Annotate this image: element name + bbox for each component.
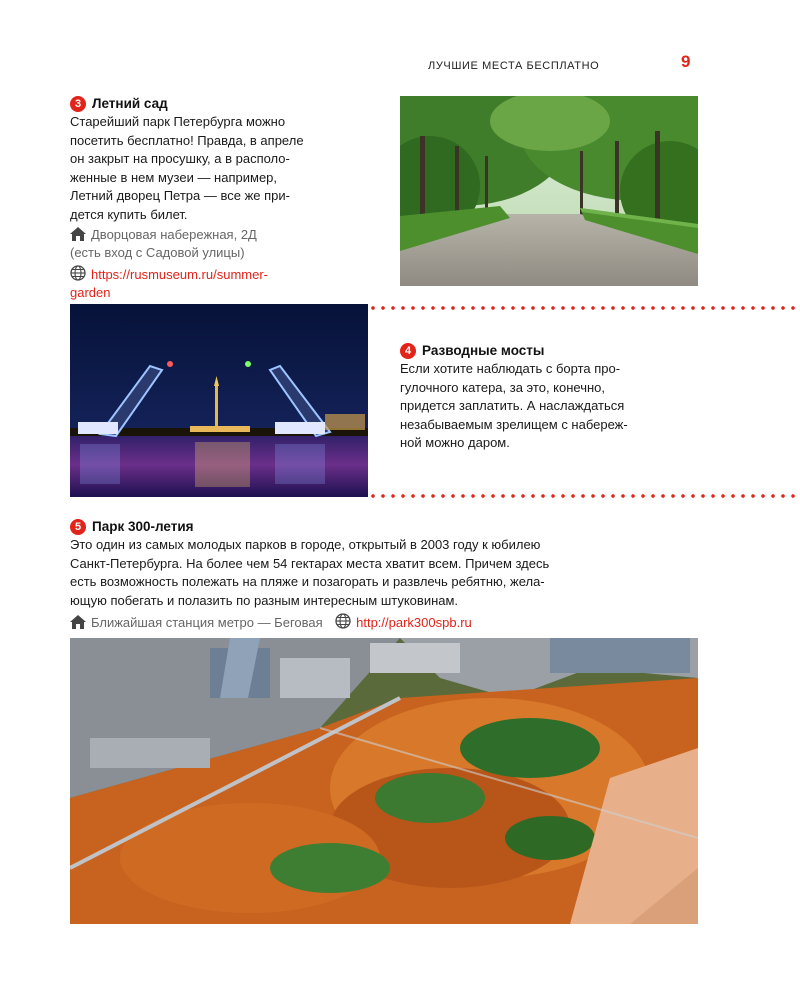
text-line: Если хотите наблюдать с борта про- <box>400 361 621 376</box>
website[interactable] <box>70 265 370 302</box>
summer-garden-photo <box>400 96 698 286</box>
globe-icon <box>70 265 86 281</box>
item-number-badge: 3 <box>70 96 86 112</box>
text-line: ющую побегать и полазить по разным интересным штуковинам. <box>70 592 459 608</box>
globe-icon <box>335 613 351 629</box>
text-line: Летний дворец Петра — все же при- <box>70 188 290 203</box>
text-line: Старейший парк Петербурга можно <box>70 114 286 129</box>
home-icon <box>70 227 86 241</box>
item-description <box>70 536 700 610</box>
park-aerial-photo <box>70 638 698 924</box>
running-header: ЛУЧШИЕ МЕСТА БЕСПЛАТНО <box>428 60 600 72</box>
home-icon <box>70 615 86 629</box>
text-line: женные в нем музеи — например, <box>70 169 278 185</box>
website-link[interactable]: https://rusmuseum.ru/summer- <box>91 267 268 282</box>
text-line: дется купить билет. <box>70 206 188 222</box>
address-line: (есть вход с Садовой улицы) <box>70 245 245 260</box>
drawbridge-photo <box>70 304 368 497</box>
website-link[interactable]: http://park300spb.ru <box>356 615 472 630</box>
text-line: незабываемым зрелищем с набереж- <box>400 416 628 432</box>
item-number-badge: 4 <box>400 343 416 359</box>
address-line: Дворцовая набережная, 2Д <box>91 227 257 242</box>
item-title-row <box>400 343 700 359</box>
text-line: Санкт-Петербурга. На более чем 54 гектарах места хватит всем. Причем здесь <box>70 555 550 571</box>
item-summer-garden <box>70 96 370 302</box>
item-park-300 <box>70 519 700 632</box>
item-number-badge: 5 <box>70 519 86 535</box>
item-drawbridges <box>400 343 700 453</box>
text-line: он закрыт на просушку, а в располо- <box>70 151 290 166</box>
text-line: Это один из самых молодых парков в городе, открытый в 2003 году к юбилею <box>70 537 541 552</box>
item-title-row <box>70 519 700 535</box>
text-line: гулочного катера, за это, конечно, <box>400 379 605 395</box>
metro-info: Ближайшая станция метро — Беговая <box>91 615 323 630</box>
item-title: Разводные мосты <box>422 343 545 358</box>
item-title-row <box>70 96 370 112</box>
item-description <box>400 360 700 453</box>
text-line: ной можно даром. <box>400 435 510 450</box>
item-description <box>70 113 370 224</box>
website-link-cont[interactable]: garden <box>70 285 111 300</box>
page-number: 9 <box>681 52 691 71</box>
item-title: Летний сад <box>92 96 168 111</box>
text-line: придется заплатить. А наслаждаться <box>400 398 625 413</box>
item-title: Парк 300-летия <box>92 519 194 534</box>
text-line: есть возможность полежать на пляже и позагорать и развлечь ребятню, жела- <box>70 574 545 589</box>
address <box>70 226 370 262</box>
text-line: посетить бесплатно! Правда, в апреле <box>70 132 304 148</box>
item-info-row <box>70 613 700 632</box>
dotted-separator <box>368 494 800 498</box>
dotted-separator <box>368 306 800 310</box>
